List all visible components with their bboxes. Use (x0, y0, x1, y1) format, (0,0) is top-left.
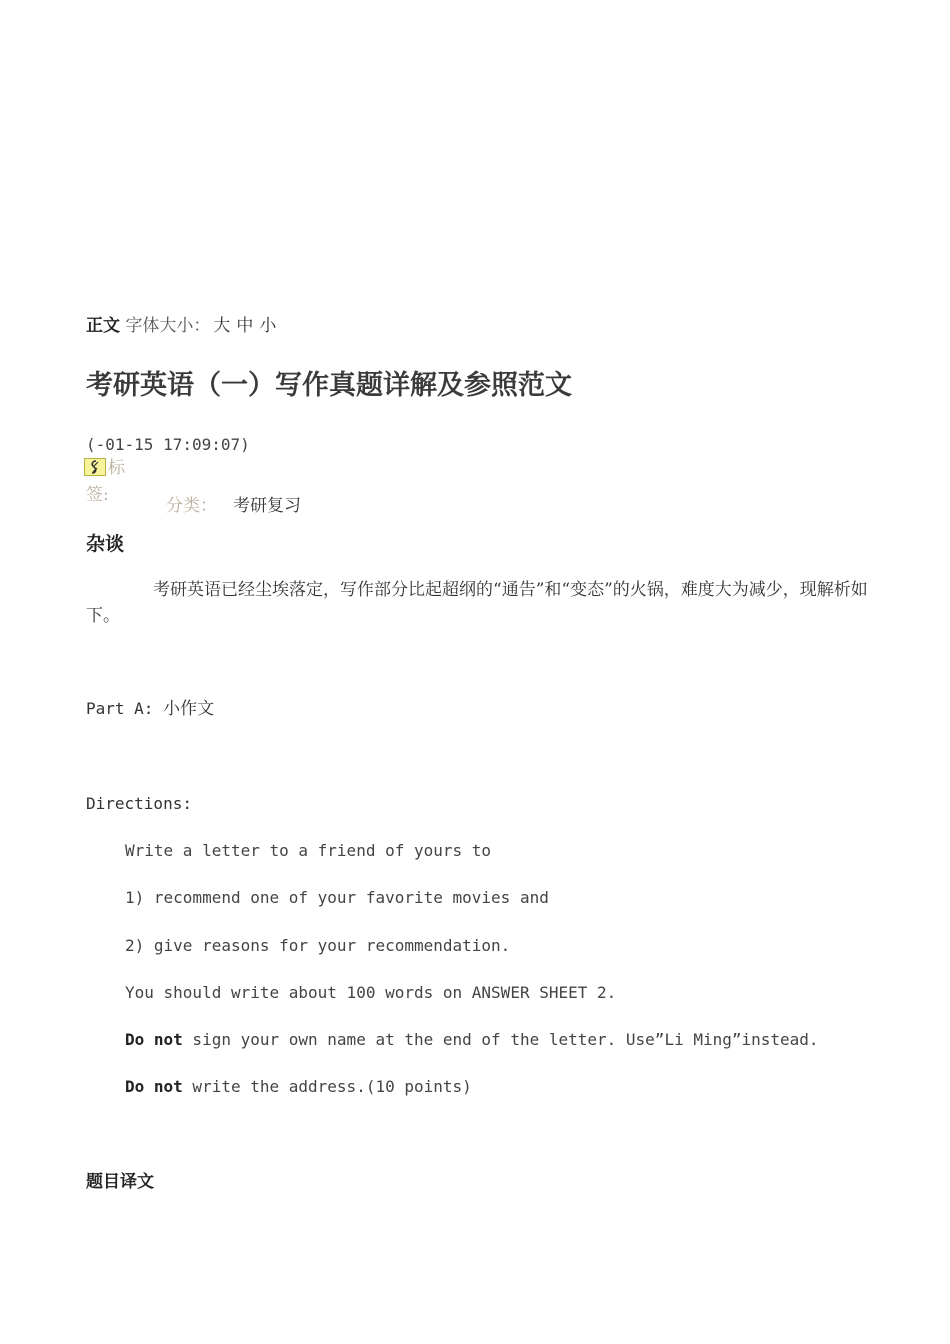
rule-2-text: write the address.(10 points) (182, 1077, 472, 1096)
font-size-large-link[interactable]: 大 (213, 316, 231, 336)
direction-rule-2 (125, 1076, 472, 1098)
rule-1-emphasis: Do not (125, 1030, 183, 1049)
body-label: 正文 (86, 316, 120, 336)
article-datetime: (-01-15 17:09:07) (86, 435, 250, 454)
article-title: 考研英语（一）写作真题详解及参照范文 (86, 370, 572, 401)
translation-heading: 题目译文 (86, 1172, 154, 1192)
direction-line-2: 1) recommend one of your favorite movies and (125, 888, 549, 907)
part-a-prefix: Part A: (86, 699, 154, 718)
part-a-heading (86, 698, 214, 720)
part-a-suffix: 小作文 (163, 699, 215, 719)
font-size-medium-link[interactable]: 中 (236, 316, 254, 336)
rule-1-text: sign your own name at the end of the letter. Use”Li Ming”instead. (182, 1030, 819, 1049)
direction-line-1: Write a letter to a friend of yours to (125, 841, 492, 860)
tag-icon (84, 458, 106, 476)
section-tag-title: 杂谈 (86, 533, 125, 555)
direction-line-3: 2) give reasons for your recommendation. (125, 936, 511, 955)
font-size-small-link[interactable]: 小 (259, 316, 277, 336)
directions-label: Directions: (86, 794, 192, 813)
tag-label-part1: 标 (108, 458, 125, 478)
article-toolbar (86, 313, 279, 339)
direction-line-4: You should write about 100 words on ANSWER SHEET 2. (125, 983, 617, 1002)
font-size-label: 字体大小： (125, 316, 211, 336)
category-label: 分类： (166, 496, 217, 516)
tag-label-part2: 签: (86, 485, 109, 505)
category-link[interactable]: 考研复习 (233, 496, 301, 516)
direction-rule-1 (125, 1029, 819, 1051)
rule-2-emphasis: Do not (125, 1077, 183, 1096)
intro-paragraph: 考研英语已经尘埃落定，写作部分比起超纲的“通告”和“变态”的火锅，难度大为减少，现解析如下。 (86, 580, 868, 626)
